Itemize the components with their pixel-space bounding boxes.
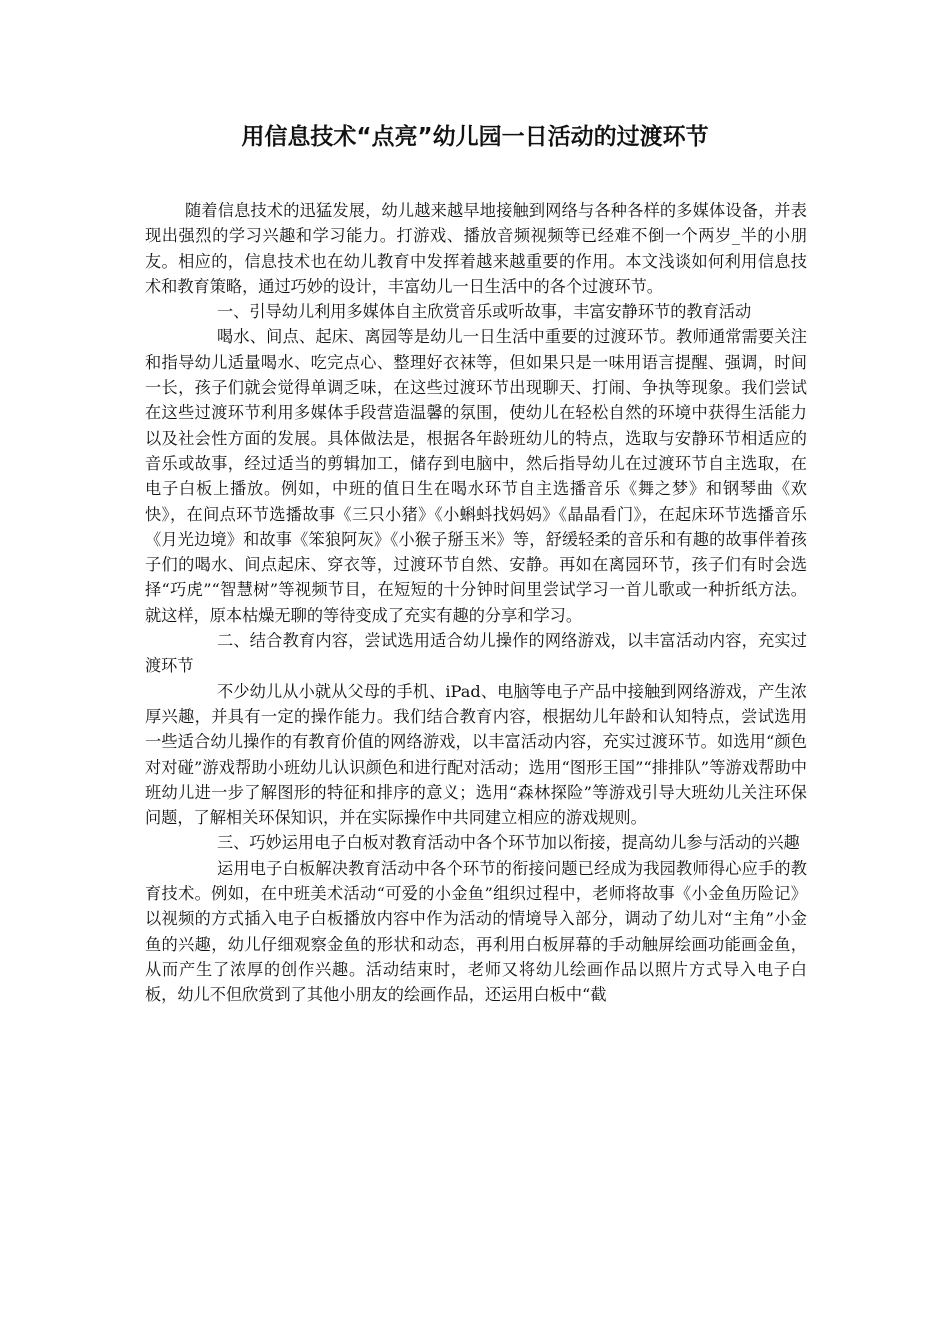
section-paragraph-3: 运用电子白板解决教育活动中各个环节的衔接问题已经成为我园教师得心应手的教育技术。例如，在中班美术活动“可爱的小金鱼”组织过程中，老师将故事《小金鱼历险记》以视频的方式插入电子白板播放内容中作为活动的情境导入部分，调动了幼儿对“主角”小金鱼的兴趣，幼儿仔细观察金鱼的形状和动态，再利用白板屏幕的手动触屏绘画功能画金鱼，从而产生了浓厚的创作兴趣。活动结束时，老师又将幼儿绘画作品以照片方式导入电子白板，幼儿不但欣赏到了其他小朋友的绘画作品，还运用白板中“截 [145,858,807,1005]
section-heading-1: 一、引导幼儿利用多媒体自主欣赏音乐或听故事，丰富安静环节的教育活动 [217,302,752,322]
section-heading-2: 二、结合教育内容，尝试选用适合幼儿操作的网络游戏，以丰富活动内容，充实过渡环节 [145,631,807,676]
section-paragraph-2: 不少幼儿从小就从父母的手机、iPad、电脑等电子产品中接触到网络游戏，产生浓厚兴趣，并具有一定的操作能力。我们结合教育内容，根据幼儿年龄和认知特点，尝试选用一些适合幼儿操作的有教育价值的网络游戏，以丰富活动内容，充实过渡环节。如选用“颜色对对碰”游戏帮助小班幼儿认识颜色和进行配对活动；选用“图形王国”“排排队”等游戏帮助中班幼儿进一步了解图形的特征和排序的意义；选用“森林探险”等游戏引导大班幼儿关注环保问题，了解相关环保知识，并在实际操作中共同建立相应的游戏规则。 [145,681,807,828]
document-body [145,198,807,1008]
intro-paragraph: 随着信息技术的迅猛发展，幼儿越来越早地接触到网络与各种各样的多媒体设备，并表现出强烈的学习兴趣和学习能力。打游戏、播放音频视频等已经难不倒一个两岁_半的小朋友。相应的，信息技术也在幼儿教育中发挥着越来越重要的作用。本文浅谈如何利用信息技术和教育策略，通过巧妙的设计，丰富幼儿一日生活中的各个过渡环节。 [145,201,807,296]
document-title: 用信息技术“点亮”幼儿园一日活动的过渡环节 [241,124,709,150]
section-paragraph-1: 喝水、间点、起床、离园等是幼儿一日生活中重要的过渡环节。教师通常需要关注和指导幼儿适量喝水、吃完点心、整理好衣袜等，但如果只是一味用语言提醒、强调，时间一长，孩子们就会觉得单调乏味，在这些过渡环节出现聊天、打闹、争执等现象。我们尝试在这些过渡环节利用多媒体手段营造温馨的氛围，使幼儿在轻松自然的环境中获得生活能力以及社会性方面的发展。具体做法是，根据各年龄班幼儿的特点，选取与安静环节相适应的音乐或故事，经过适当的剪辑加工，储存到电脑中，然后指导幼儿在过渡环节自主选取，在电子白板上播放。例如，中班的值日生在喝水环节自主选播音乐《舞之梦》和钢琴曲《欢快》，在间点环节选播故事《三只小猪》《小蝌蚪找妈妈》《晶晶看门》，在起床环节选播音乐《月光边境》和故事《笨狼阿灰》《小猴子掰玉米》等，舒缓轻柔的音乐和有趣的故事伴着孩子们的喝水、间点起床、穿衣等，过渡环节自然、安静。再如在离园环节，孩子们有时会选择“巧虎”“智慧树”等视频节目，在短短的十分钟时间里尝试学习一首儿歌或一种折纸方法。就这样，原本枯燥无聊的等待变成了充实有趣的分享和学习。 [145,327,807,625]
section-heading-3: 三、巧妙运用电子白板对教育活动中各个环节加以衔接，提高幼儿参与活动的兴趣 [217,833,800,853]
